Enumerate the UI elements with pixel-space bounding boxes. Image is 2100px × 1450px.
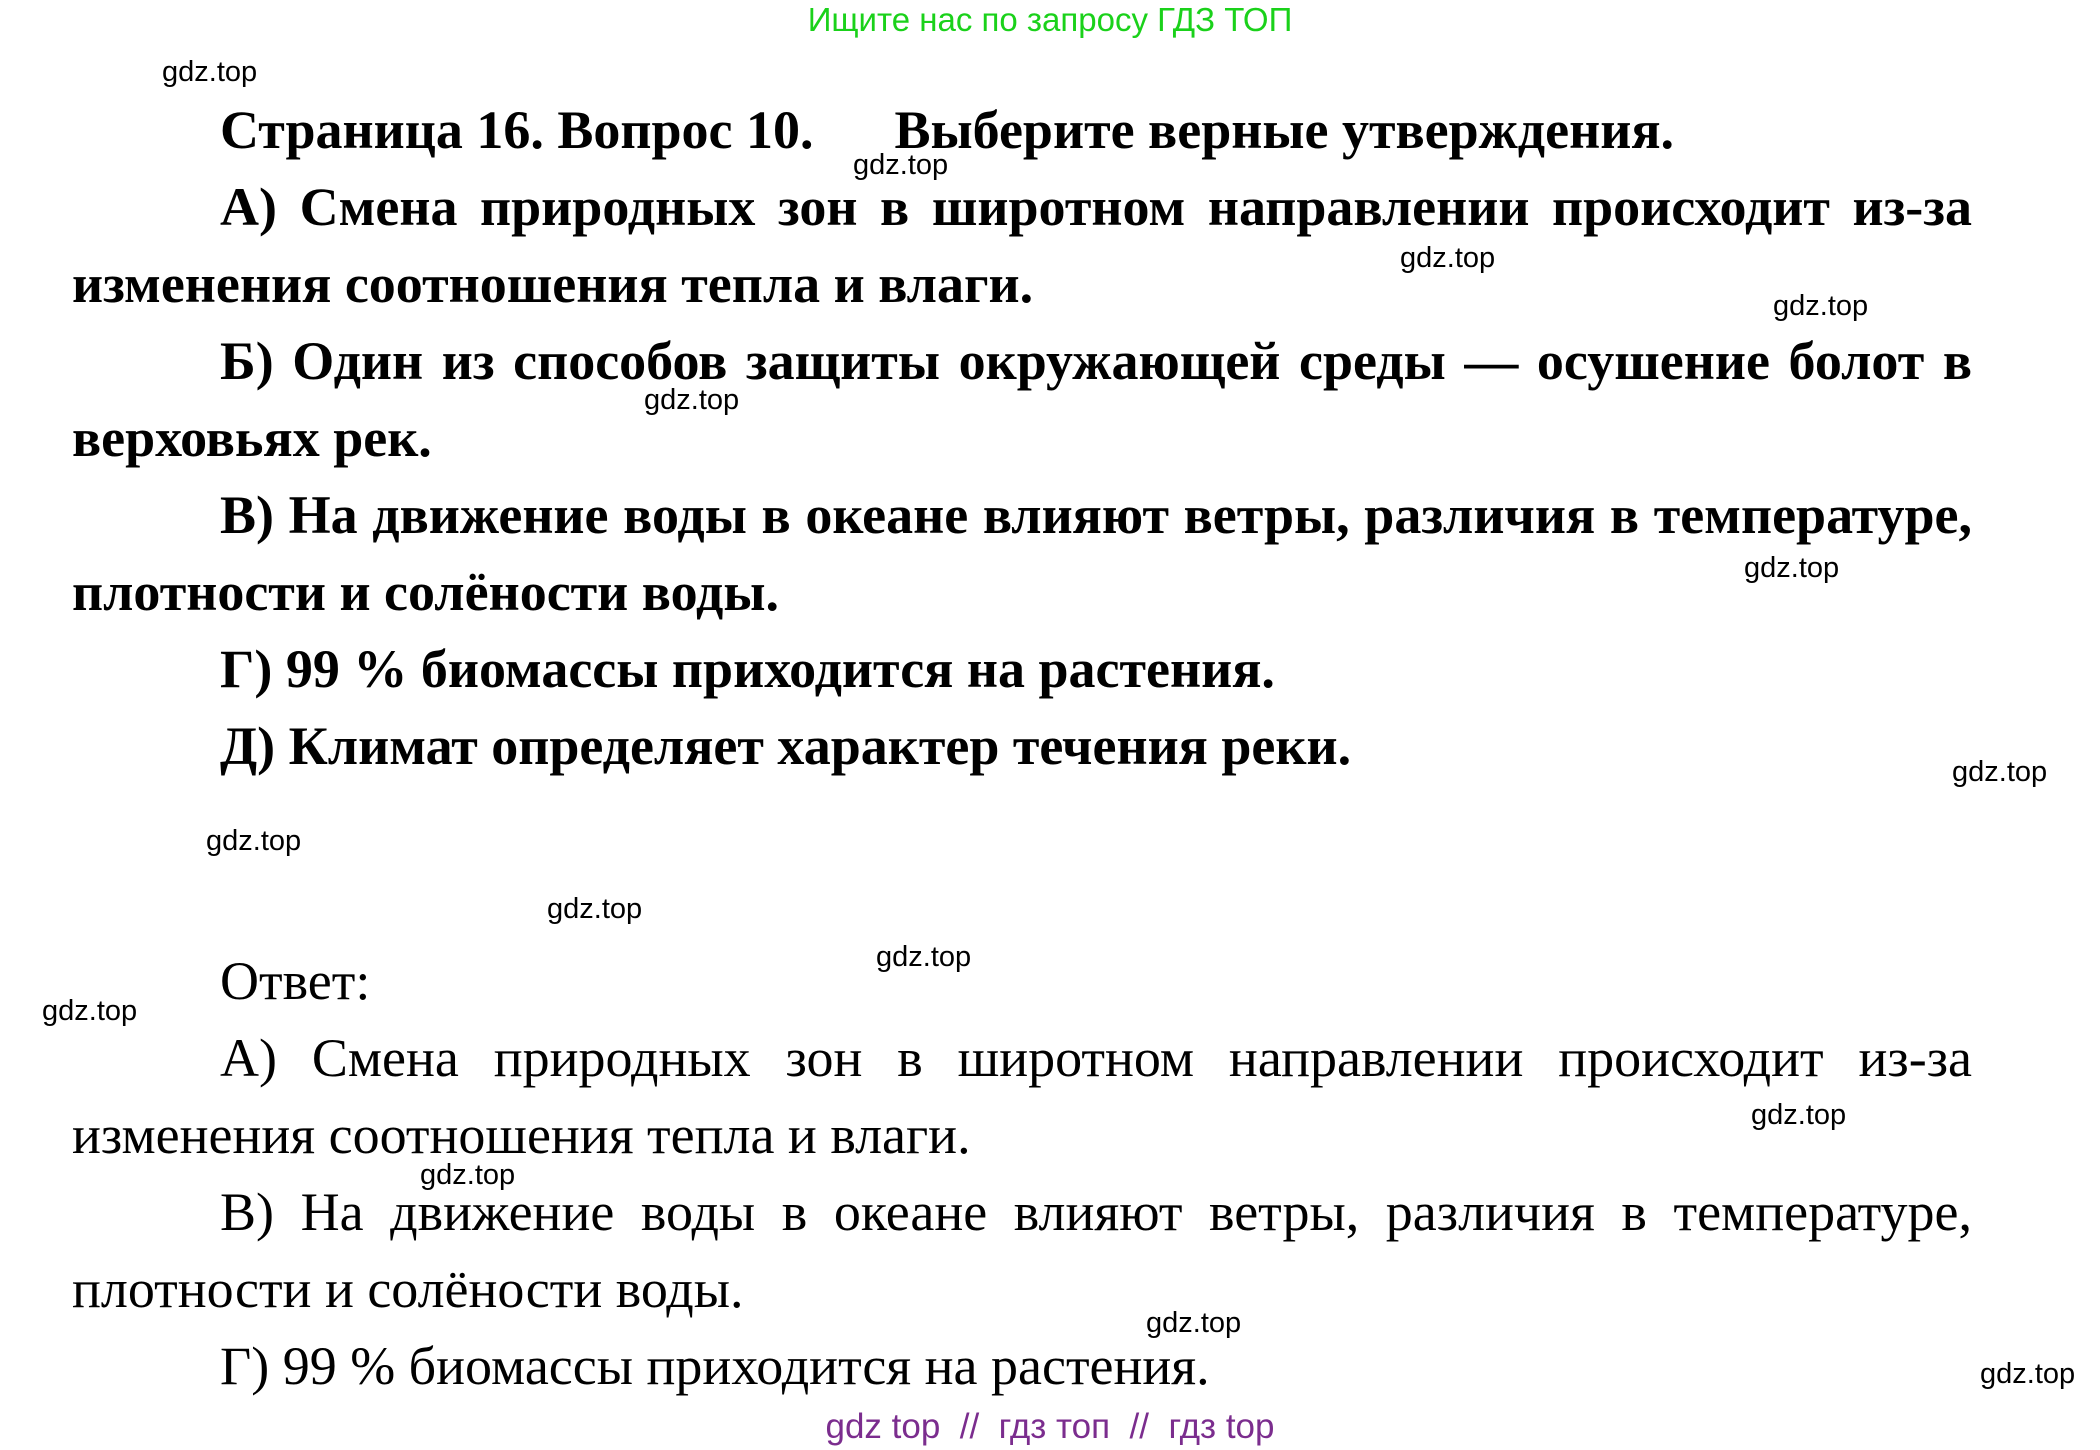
question-heading — [72, 92, 1972, 169]
question-block — [72, 92, 1972, 785]
watermark: gdz.top — [420, 1159, 516, 1191]
answer-item-a: А) Смена природных зон в широтном направлении происходит из-за изменения соотношения тепла и влаги. — [72, 1028, 1972, 1165]
bottom-banner: gdz top // гдз топ // гдз top — [825, 1407, 1275, 1446]
document-body — [72, 92, 1972, 1405]
watermark: gdz.top — [1744, 552, 1840, 584]
answer-item-g: Г) 99 % биомассы приходится на растения. — [220, 1336, 1210, 1396]
watermark: gdz.top — [644, 384, 740, 416]
watermark: gdz.top — [1980, 1358, 2076, 1390]
question-item-b: Б) Один из способов защиты окружающей среды — осушение болот в верховьях рек. — [72, 331, 1972, 468]
question-item-d: Д) Климат определяет характер течения реки. — [220, 716, 1352, 776]
watermark: gdz.top — [1146, 1307, 1242, 1339]
watermark: gdz.top — [162, 56, 258, 88]
answer-label: Ответ: — [220, 951, 371, 1011]
watermark: gdz.top — [42, 995, 138, 1027]
watermark: gdz.top — [853, 149, 949, 181]
page-label: Страница 16. Вопрос 10. — [220, 100, 814, 160]
watermark: gdz.top — [206, 825, 302, 857]
watermark: gdz.top — [1773, 290, 1869, 322]
watermark: gdz.top — [1751, 1099, 1847, 1131]
answer-block — [72, 943, 1972, 1405]
question-item-a: А) Смена природных зон в широтном направлении происходит из-за изменения соотношения тепла и влаги. — [72, 177, 1972, 314]
question-item-g: Г) 99 % биомассы приходится на растения. — [220, 639, 1275, 699]
top-banner: Ищите нас по запросу ГДЗ ТОП — [807, 1, 1293, 38]
watermark: gdz.top — [1400, 242, 1496, 274]
watermark: gdz.top — [1952, 756, 2048, 788]
question-item-v: В) На движение воды в океане влияют ветры, различия в температуре, плотности и солёности воды. — [72, 485, 1972, 622]
watermark: gdz.top — [876, 941, 972, 973]
question-prompt: Выберите верные утверждения. — [894, 100, 1675, 160]
watermark: gdz.top — [547, 893, 643, 925]
answer-item-v: В) На движение воды в океане влияют ветры, различия в температуре, плотности и солёности воды. — [72, 1182, 1972, 1319]
